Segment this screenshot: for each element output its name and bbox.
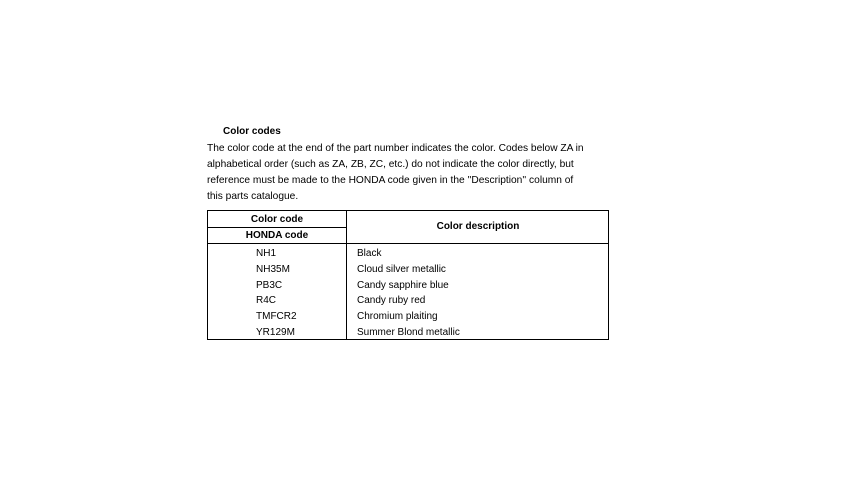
honda-code-cell: R4C [256, 295, 277, 307]
color-code-table [207, 210, 609, 340]
honda-code-cell: NH35M [256, 263, 290, 275]
honda-code-cell: PB3C [256, 279, 283, 291]
color-description-cell: Black [357, 248, 382, 259]
header-color-description: Color description [436, 221, 520, 232]
paragraph-line: reference must be made to the HONDA code given in the ''Description'' column of [207, 175, 574, 186]
honda-code-cell: YR129M [256, 326, 295, 338]
color-description-cell: Candy sapphire blue [357, 279, 449, 291]
paragraph-line: alphabetical order (such as ZA, ZB, ZC, etc.) do not indicate the color directly, but [207, 159, 574, 170]
paragraph-line: The color code at the end of the part number indicates the color. Codes below ZA in [207, 143, 584, 154]
honda-code-cell: NH1 [256, 248, 277, 259]
table-row [208, 262, 608, 278]
intro-paragraph [207, 141, 627, 205]
table-row [208, 246, 608, 262]
header-divider [208, 243, 608, 244]
color-description-cell: Summer Blond metallic [357, 326, 460, 338]
table-body [208, 246, 608, 341]
color-description-cell: Candy ruby red [357, 295, 426, 307]
section-heading: Color codes [223, 126, 281, 137]
header-honda-code: HONDA code [245, 230, 309, 241]
header-color-code: Color code [250, 214, 304, 225]
paragraph-line: this parts catalogue. [207, 191, 299, 202]
color-description-cell: Cloud silver metallic [357, 263, 446, 275]
honda-code-cell: TMFCR2 [256, 311, 297, 323]
table-row [208, 293, 608, 309]
table-row [208, 278, 608, 294]
color-description-cell: Chromium plaiting [357, 311, 438, 323]
table-row [208, 309, 608, 325]
table-row [208, 325, 608, 341]
